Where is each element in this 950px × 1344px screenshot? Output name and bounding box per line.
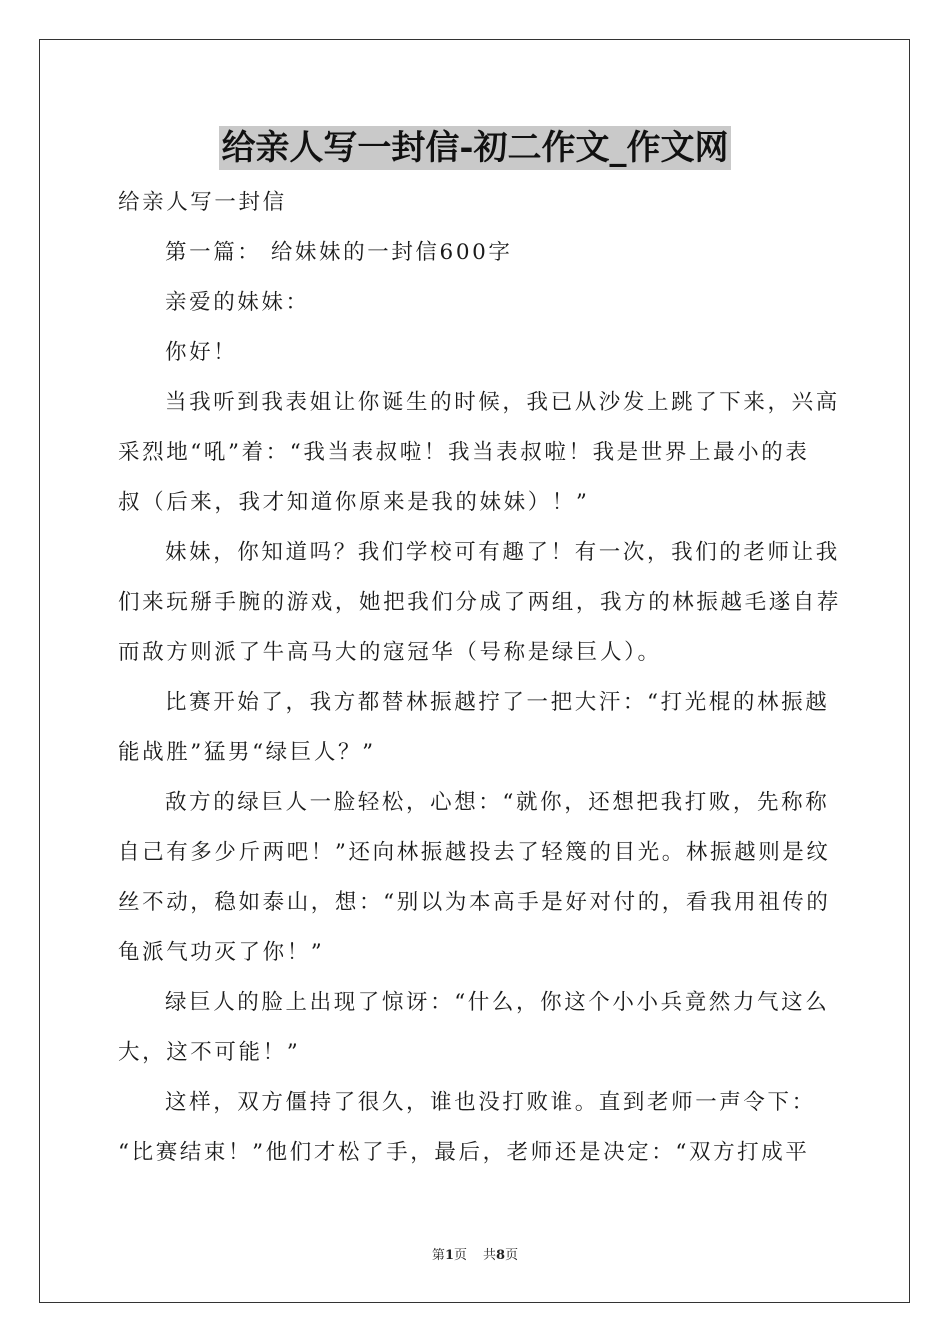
page-number: 1 bbox=[444, 1248, 454, 1263]
document-title: 给亲人写一封信-初二作文_作文网 bbox=[221, 128, 729, 168]
text-line: 叔（后来，我才知道你原来是我的妹妹）！” bbox=[118, 490, 590, 515]
text-line: 这样，双方僵持了很久，谁也没打败谁。直到老师一声令下： bbox=[165, 1090, 816, 1115]
document-body bbox=[118, 178, 842, 1178]
text-line: 大，这不可能！” bbox=[118, 1040, 301, 1065]
text-line: 绿巨人的脸上出现了惊讶：“什么，你这个小小兵竟然力气这么 bbox=[165, 990, 830, 1015]
page-suffix: 页 bbox=[453, 1248, 467, 1263]
text-line: 能战胜”猛男“绿巨人？” bbox=[118, 740, 376, 765]
text-line: 第一篇： 给妹妹的一封信600字 bbox=[165, 240, 513, 265]
text-line: 你好！ bbox=[165, 340, 238, 365]
text-line: “比赛结束！”他们才松了手，最后，老师还是决定：“双方打成平 bbox=[118, 1140, 810, 1165]
text-line: 龟派气功灭了你！” bbox=[118, 940, 325, 965]
text-line: 亲爱的妹妹： bbox=[165, 290, 310, 315]
text-line: 们来玩掰手腕的游戏，她把我们分成了两组，我方的林振越毛遂自荐 bbox=[118, 590, 842, 615]
text-line: 敌方的绿巨人一脸轻松，心想：“就你，还想把我打败，先称称 bbox=[165, 790, 830, 815]
text-line: 自己有多少斤两吧！”还向林振越投去了轻篾的目光。林振越则是纹 bbox=[118, 840, 831, 865]
text-line: 丝不动，稳如泰山，想：“别以为本高手是好对付的，看我用祖传的 bbox=[118, 890, 831, 915]
text-line: 比赛开始了，我方都替林振越拧了一把大汗：“打光棍的林振越 bbox=[165, 690, 830, 715]
total-suffix: 页 bbox=[505, 1248, 519, 1263]
text-line: 当我听到我表姐让你诞生的时候，我已从沙发上跳了下来，兴高 bbox=[165, 390, 840, 415]
title-wrapper bbox=[0, 126, 950, 170]
text-line: 而敌方则派了牛高马大的寇冠华（号称是绿巨人）。 bbox=[118, 640, 662, 665]
page-prefix: 第 bbox=[431, 1248, 445, 1263]
text-line: 采烈地“吼”着：“我当表叔啦！我当表叔啦！我是世界上最小的表 bbox=[118, 440, 810, 465]
text-line: 妹妹，你知道吗？我们学校可有趣了！有一次，我们的老师让我 bbox=[165, 540, 840, 565]
text-line: 给亲人写一封信 bbox=[118, 190, 287, 215]
page-footer bbox=[0, 1246, 950, 1266]
total-pages: 8 bbox=[496, 1248, 506, 1263]
total-prefix: 共 bbox=[483, 1248, 497, 1263]
